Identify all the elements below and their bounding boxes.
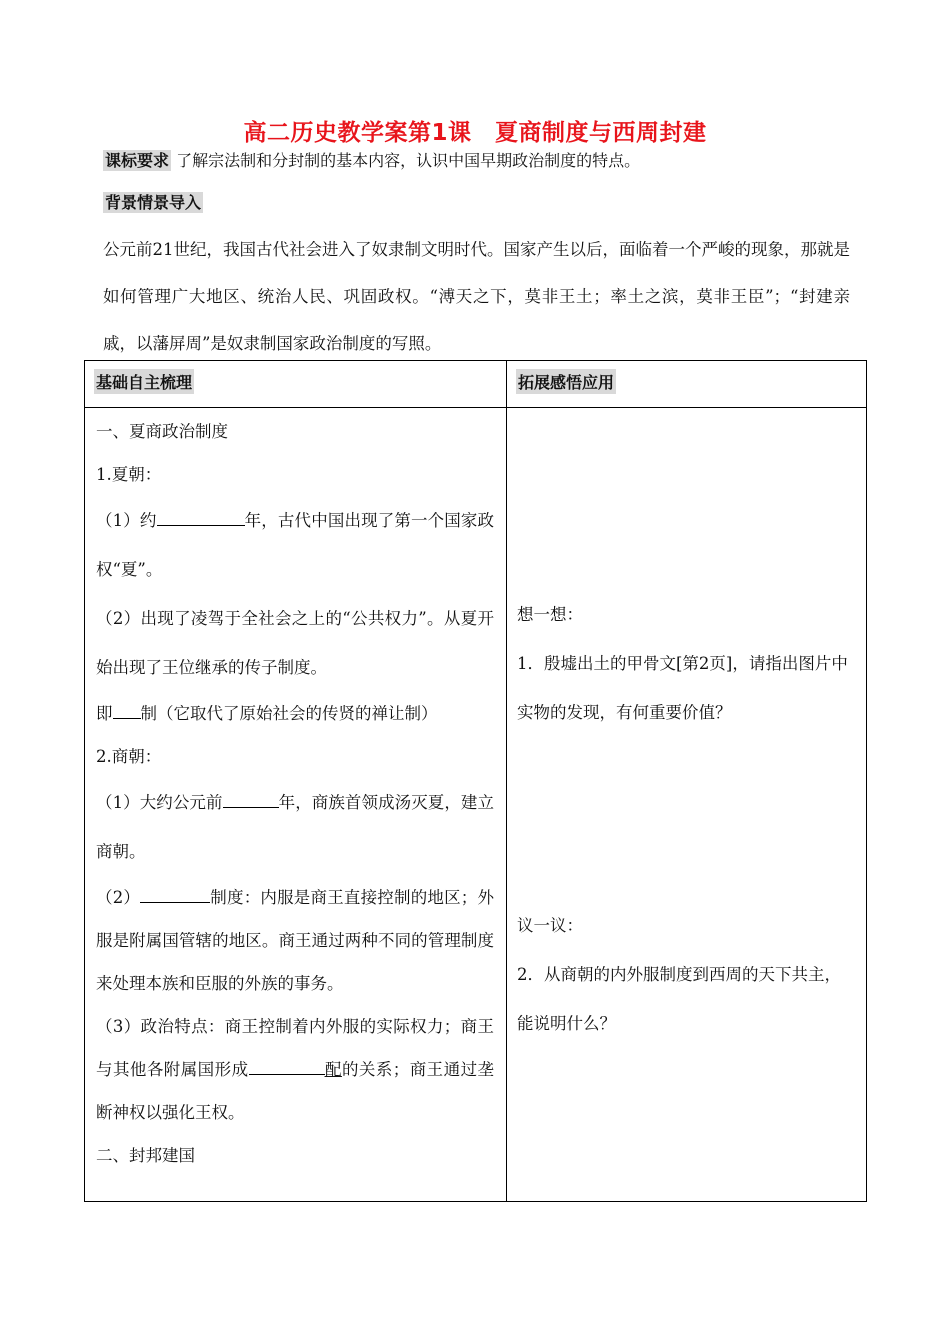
curriculum-standard-label: 课标要求 xyxy=(105,151,170,170)
shang-item-1: （1）大约公元前 年，商族首领成汤灭夏，建立商朝。 xyxy=(96,778,494,876)
xia-item-1: （1）约 年，古代中国出现了第一个国家政权“夏”。 xyxy=(96,496,494,594)
curriculum-standard-text: 了解宗法制和分封制的基本内容，认识中国早期政治制度的特点。 xyxy=(176,151,641,170)
right-header: 拓展感悟应用 xyxy=(516,369,616,394)
xia-item-2: （2）出现了凌驾于全社会之上的“公共权力”。从夏开始出现了王位继承的传子制度。 xyxy=(96,609,494,677)
left-header-cell xyxy=(85,361,507,408)
fill-blank[interactable] xyxy=(140,882,210,903)
basic-review-column xyxy=(85,408,507,1202)
fill-blank[interactable] xyxy=(113,698,141,719)
curriculum-standard xyxy=(103,148,640,171)
section-heading-xia-shang: 一、夏商政治制度 xyxy=(96,422,228,441)
fill-blank[interactable] xyxy=(223,787,279,808)
background-intro: 公元前21世纪，我国古代社会进入了奴隶制文明时代。国家产生以后，面临着一个严峻的现象，那就是如何管理广大地区、统治人民、巩固政权。“溥天之下，莫非王土；率土之滨，莫非王臣”；“封建亲戚，以藩屏周”是奴隶制国家政治制度的写照。 xyxy=(103,240,850,353)
shang-item-3: （3）政治特点：商王控制着内外服的实际权力；商王与其他各附属国形成 配的关系；商王通过垄断神权以强化王权。 xyxy=(96,1017,495,1122)
xia-item-2b: 即 制（它取代了原始社会的传贤的禅让制） xyxy=(96,692,494,735)
page-title: 高二历史教学案第1课 夏商制度与西周封建 xyxy=(243,120,707,146)
question-2: 2．从商朝的内外服制度到西周的天下共主，能说明什么？ xyxy=(517,965,841,1033)
extension-column xyxy=(507,408,867,1202)
fill-blank[interactable] xyxy=(249,1054,325,1075)
left-header: 基础自主梳理 xyxy=(94,369,194,394)
think-label: 想一想： xyxy=(517,605,583,624)
shang-item-2: （2） 制度：内服是商王直接控制的地区；外服是附属国管辖的地区。商王通过两种不同的管理制度来处理本族和臣服的外族的事务。 xyxy=(96,876,494,1005)
shang-heading: 2.商朝： xyxy=(96,747,162,766)
background-heading xyxy=(103,190,203,213)
right-header-cell xyxy=(507,361,867,408)
fill-blank[interactable] xyxy=(157,505,245,526)
study-table xyxy=(84,360,867,1202)
xia-heading: 1.夏朝： xyxy=(96,465,162,484)
background-label: 背景情景导入 xyxy=(105,193,202,212)
discuss-label: 议一议： xyxy=(517,916,583,935)
question-1: 1．殷墟出土的甲骨文[第2页]，请指出图片中实物的发现，有何重要价值？ xyxy=(517,654,848,722)
section-heading-feudal: 二、封邦建国 xyxy=(96,1146,195,1165)
